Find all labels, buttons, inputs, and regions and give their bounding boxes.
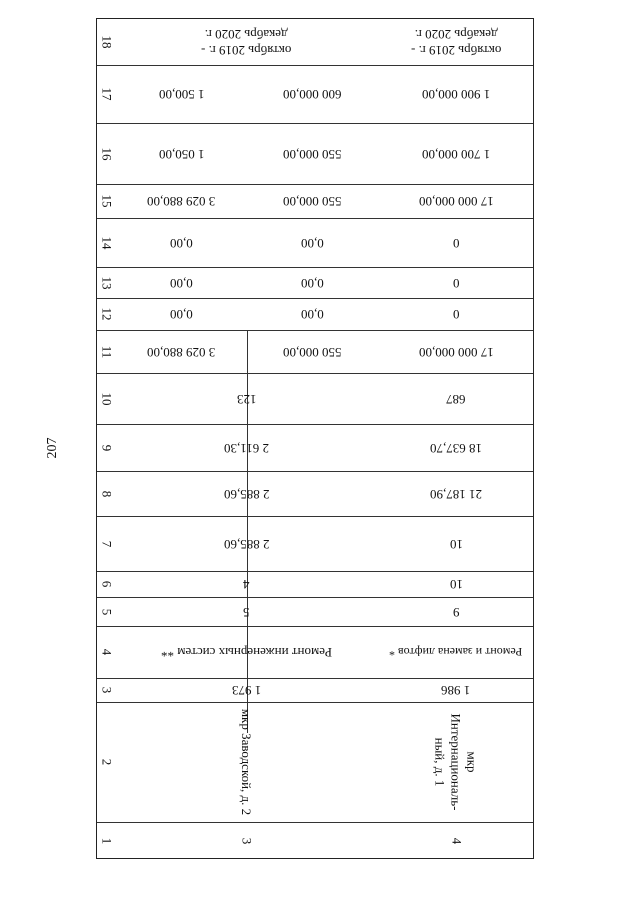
row1-col17b: 600 000,00 (282, 87, 342, 102)
column-number-13: 13 (99, 276, 115, 289)
page-number: 207 (45, 437, 60, 459)
row1-col16b: 550 000,00 (282, 146, 342, 162)
column-number-11: 11 (99, 345, 115, 358)
column-number-18: 18 (99, 35, 115, 49)
column-number-8: 8 (99, 490, 115, 497)
row1-col15b: 550 000,00 (282, 194, 342, 209)
row1-col17a: 1 500,00 (158, 87, 205, 102)
row2-col17: 1 900 000,00 (421, 87, 491, 102)
row1-col13a: 0,00 (170, 275, 193, 291)
row2-period: октябрь 2019 г. - декабрь 2020 г. (410, 27, 502, 58)
row2-col10: 687 (446, 391, 466, 407)
row1-col13b: 0,00 (300, 275, 324, 291)
row2-col5: 9 (452, 604, 460, 620)
row1-col1-number: 3 (239, 837, 255, 845)
row2-col16: 1 700 000,00 (421, 146, 491, 162)
column-number-17: 17 (99, 87, 115, 101)
row1-col12b: 0,00 (300, 307, 324, 322)
row2-col6: 10 (449, 577, 463, 592)
column-number-6: 6 (99, 580, 115, 588)
column-number-15: 15 (99, 194, 115, 208)
column-number-1: 1 (99, 837, 115, 845)
column-number-10: 10 (99, 392, 115, 405)
row1-col7: 2 885,60 (223, 536, 270, 552)
row1-col10: 123 (236, 391, 257, 407)
column-number-2: 2 (99, 758, 115, 766)
row1-col6: 4 (243, 577, 250, 592)
row2-col8: 21 187,90 (430, 486, 482, 502)
row1-col3-year: 1 973 (231, 683, 262, 698)
column-number-16: 16 (99, 147, 115, 160)
row1-col8: 2 885,60 (223, 486, 270, 502)
column-number-7: 7 (99, 540, 115, 547)
row2-col15: 17 000 000,00 (418, 194, 494, 209)
column-number-3: 3 (99, 686, 115, 694)
row1-col16a: 1 050,00 (158, 146, 205, 162)
row1-col12a: 0,00 (170, 307, 193, 322)
row2-col2-address: мкр Интернациональ- ный, д. 1 (433, 713, 480, 811)
row2-col12: 0 (452, 307, 460, 322)
row1-col2-address: мкр Заводской, д. 2 (239, 708, 255, 816)
row1-col5: 5 (243, 604, 250, 620)
row1-col15a: 3 029 880,00 (147, 194, 216, 209)
column-number-12: 12 (99, 307, 115, 321)
row2-col7: 10 (449, 536, 463, 552)
column-number-4: 4 (99, 648, 115, 656)
row2-col11: 17 000 000,00 (418, 344, 494, 360)
row1-col11a: 3 029 880,00 (147, 344, 216, 360)
column-number-5: 5 (99, 608, 115, 615)
row2-col13: 0 (452, 275, 460, 291)
row2-col14: 0 (452, 235, 460, 251)
row1-col14a: 0,00 (170, 235, 193, 251)
row1-col9: 2 611,30 (223, 440, 270, 456)
row1-col14b: 0,00 (300, 235, 324, 251)
column-number-14: 14 (99, 236, 115, 249)
row2-col1-number: 4 (449, 837, 464, 845)
row2-col4-work-type: Ремонт и замена лифтов * (389, 645, 523, 659)
row2-col3-year: 1 986 (441, 683, 471, 698)
row1-col4-work-type: Ремонт инженерных систем ** (160, 645, 333, 660)
row1-period: октябрь 2019 г. - декабрь 2020 г. (201, 27, 292, 58)
row2-col9: 18 637,70 (430, 440, 482, 456)
row1-col11b: 550 000,00 (282, 344, 342, 360)
column-number-9: 9 (99, 444, 115, 451)
rotated-data-table (96, 18, 534, 859)
